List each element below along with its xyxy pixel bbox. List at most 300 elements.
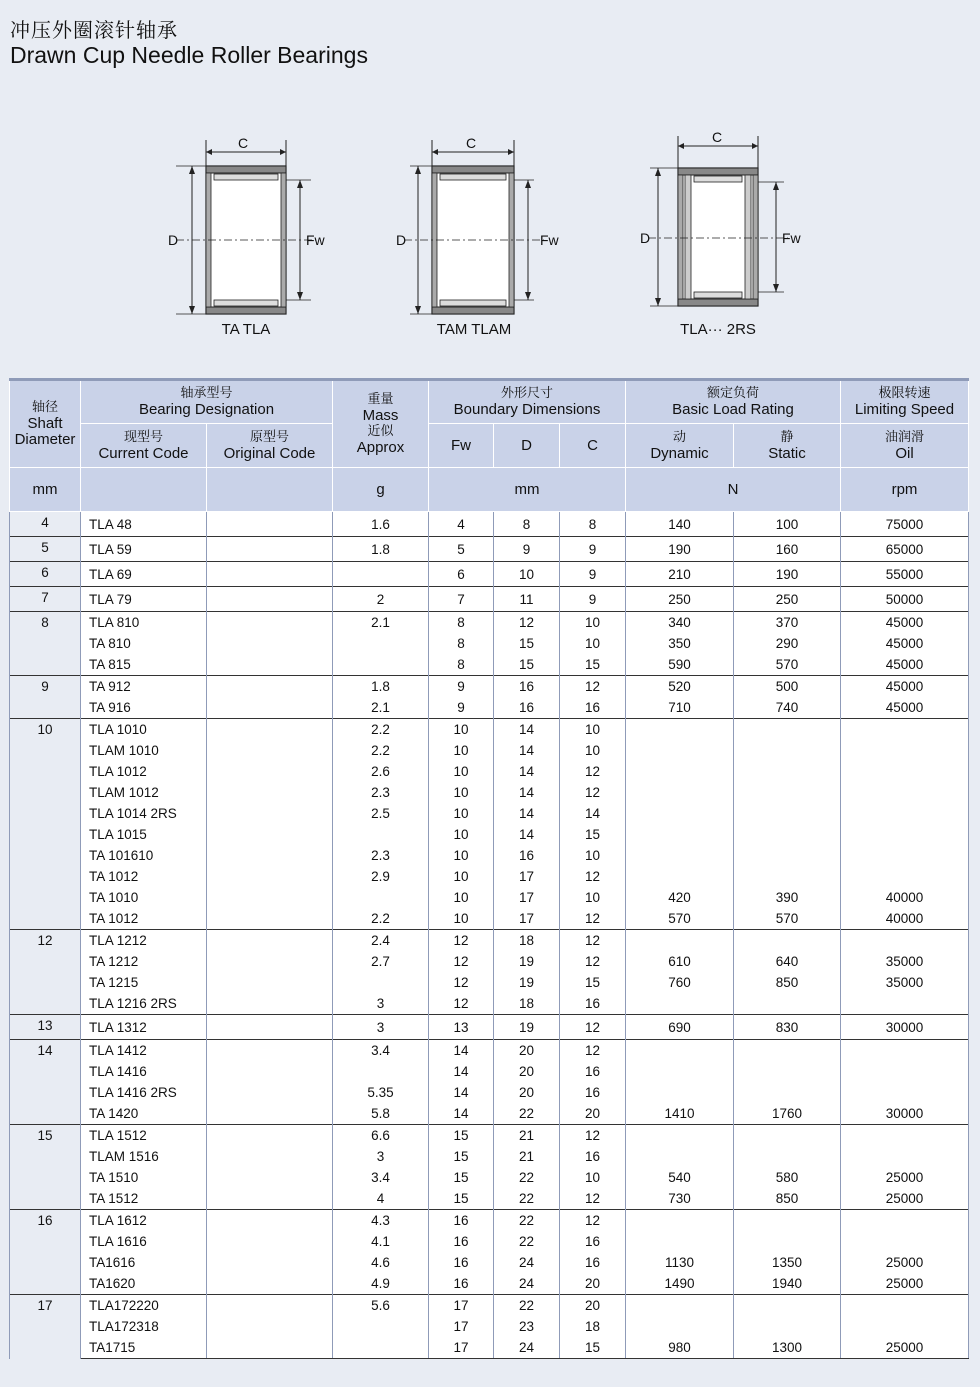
- table-row: [10, 1082, 969, 1103]
- cell-d: 17: [494, 866, 560, 887]
- cell-c: 12: [560, 951, 626, 972]
- cell-d: 22: [494, 1188, 560, 1210]
- cell-fw: 9: [429, 676, 494, 698]
- cell-static: [734, 1295, 841, 1317]
- dim-fw-label: Fw: [540, 232, 559, 248]
- cell-c: 12: [560, 1210, 626, 1232]
- cell-speed: 40000: [841, 887, 969, 908]
- cell-dynamic: [626, 782, 734, 803]
- cell-c: 16: [560, 697, 626, 719]
- cell-mass: 2.2: [333, 908, 429, 930]
- cell-original-code: [207, 1295, 333, 1317]
- cell-dynamic: 190: [626, 537, 734, 562]
- cell-c: 12: [560, 676, 626, 698]
- table-row: [10, 824, 969, 845]
- cell-c: 12: [560, 930, 626, 952]
- cell-c: 10: [560, 740, 626, 761]
- cell-shaft: 14: [10, 1040, 81, 1125]
- cell-original-code: [207, 612, 333, 634]
- cell-d: 18: [494, 993, 560, 1015]
- diagram-label: TA TLA: [221, 321, 271, 338]
- cell-c: 20: [560, 1295, 626, 1317]
- cell-static: 250: [734, 587, 841, 612]
- cell-dynamic: 1490: [626, 1273, 734, 1295]
- cell-mass: 1.8: [333, 537, 429, 562]
- cell-fw: 12: [429, 951, 494, 972]
- cell-mass: 5.8: [333, 1103, 429, 1125]
- cell-speed: [841, 1082, 969, 1103]
- cell-mass: 2.4: [333, 930, 429, 952]
- cell-speed: 25000: [841, 1167, 969, 1188]
- header-mass: 重量 Mass 近似 Approx: [333, 380, 429, 468]
- cell-c: 15: [560, 824, 626, 845]
- cell-dynamic: [626, 845, 734, 866]
- header-designation: 轴承型号 Bearing Designation: [81, 380, 333, 424]
- dim-c-label: C: [466, 135, 477, 151]
- cell-c: 9: [560, 537, 626, 562]
- cell-static: [734, 719, 841, 741]
- cell-speed: [841, 930, 969, 952]
- cell-d: 16: [494, 845, 560, 866]
- cell-d: 24: [494, 1252, 560, 1273]
- cell-speed: [841, 1040, 969, 1062]
- cell-speed: 30000: [841, 1103, 969, 1125]
- cell-shaft: 12: [10, 930, 81, 1015]
- cell-speed: [841, 824, 969, 845]
- cell-d: 22: [494, 1231, 560, 1252]
- cell-static: 100: [734, 512, 841, 537]
- cell-current-code: TA 1420: [81, 1103, 207, 1125]
- table-row: [10, 676, 969, 698]
- cell-speed: 45000: [841, 654, 969, 676]
- cell-fw: 8: [429, 612, 494, 634]
- table-row: [10, 993, 969, 1015]
- cell-mass: 2.3: [333, 845, 429, 866]
- cell-static: 1760: [734, 1103, 841, 1125]
- cell-dynamic: 590: [626, 654, 734, 676]
- cell-original-code: [207, 1040, 333, 1062]
- cell-speed: 35000: [841, 951, 969, 972]
- cell-static: [734, 866, 841, 887]
- cell-speed: 40000: [841, 908, 969, 930]
- table-header: [10, 380, 969, 512]
- cell-dynamic: 980: [626, 1337, 734, 1359]
- cell-static: 580: [734, 1167, 841, 1188]
- cell-fw: 10: [429, 866, 494, 887]
- cell-speed: 45000: [841, 676, 969, 698]
- cell-d: 14: [494, 740, 560, 761]
- cell-speed: 45000: [841, 612, 969, 634]
- cell-current-code: TLA 1416: [81, 1061, 207, 1082]
- cell-current-code: TA 1012: [81, 908, 207, 930]
- cell-mass: 6.6: [333, 1125, 429, 1147]
- cell-dynamic: 140: [626, 512, 734, 537]
- header-speed: 极限转速 Limiting Speed: [841, 380, 969, 424]
- cell-fw: 10: [429, 803, 494, 824]
- cell-d: 18: [494, 930, 560, 952]
- cell-dynamic: 1410: [626, 1103, 734, 1125]
- cell-c: 16: [560, 1082, 626, 1103]
- cell-dynamic: [626, 1082, 734, 1103]
- cell-fw: 17: [429, 1295, 494, 1317]
- cell-speed: 45000: [841, 633, 969, 654]
- cell-speed: [841, 993, 969, 1015]
- cell-c: 16: [560, 993, 626, 1015]
- cell-current-code: TLA 810: [81, 612, 207, 634]
- diagram-label: TAM TLAM: [436, 321, 512, 338]
- cell-static: 370: [734, 612, 841, 634]
- header-c: C: [560, 424, 626, 468]
- cell-fw: 7: [429, 587, 494, 612]
- dim-c-label: C: [238, 135, 249, 151]
- cell-static: 190: [734, 562, 841, 587]
- cell-original-code: [207, 740, 333, 761]
- cell-shaft: 15: [10, 1125, 81, 1210]
- table-row: [10, 930, 969, 952]
- cell-static: 850: [734, 972, 841, 993]
- table-row: [10, 1273, 969, 1295]
- cell-d: 22: [494, 1167, 560, 1188]
- cell-static: [734, 1146, 841, 1167]
- cell-fw: 16: [429, 1252, 494, 1273]
- cell-mass: [333, 633, 429, 654]
- cell-speed: [841, 719, 969, 741]
- cell-speed: 45000: [841, 697, 969, 719]
- header-original-code: 原型号 Original Code: [207, 424, 333, 468]
- cell-original-code: [207, 972, 333, 993]
- cell-mass: 2.1: [333, 697, 429, 719]
- cell-c: 12: [560, 1040, 626, 1062]
- table-row: [10, 1210, 969, 1232]
- cell-shaft: 17: [10, 1295, 81, 1359]
- cell-static: 390: [734, 887, 841, 908]
- cell-mass: 3: [333, 1146, 429, 1167]
- cell-dynamic: 1130: [626, 1252, 734, 1273]
- cell-mass: 5.35: [333, 1082, 429, 1103]
- cell-fw: 14: [429, 1040, 494, 1062]
- cell-current-code: TLAM 1012: [81, 782, 207, 803]
- cell-d: 17: [494, 887, 560, 908]
- cell-d: 14: [494, 719, 560, 741]
- cell-d: 16: [494, 676, 560, 698]
- cell-d: 22: [494, 1210, 560, 1232]
- cell-static: [734, 1061, 841, 1082]
- cell-fw: 14: [429, 1103, 494, 1125]
- cell-fw: 10: [429, 908, 494, 930]
- cell-mass: 2.5: [333, 803, 429, 824]
- cell-static: 640: [734, 951, 841, 972]
- cell-c: 12: [560, 782, 626, 803]
- cell-fw: 15: [429, 1125, 494, 1147]
- diagram-label: TLA··· 2RS: [680, 321, 756, 338]
- cell-mass: [333, 887, 429, 908]
- cell-c: 12: [560, 761, 626, 782]
- cell-d: 21: [494, 1125, 560, 1147]
- cell-c: 14: [560, 803, 626, 824]
- cell-static: 160: [734, 537, 841, 562]
- cell-d: 14: [494, 761, 560, 782]
- cell-d: 19: [494, 972, 560, 993]
- cell-dynamic: 710: [626, 697, 734, 719]
- cell-c: 10: [560, 887, 626, 908]
- cell-current-code: TLAM 1010: [81, 740, 207, 761]
- cell-original-code: [207, 1146, 333, 1167]
- cell-fw: 6: [429, 562, 494, 587]
- cell-mass: 4.1: [333, 1231, 429, 1252]
- cell-d: 24: [494, 1337, 560, 1359]
- header-fw: Fw: [429, 424, 494, 468]
- cell-speed: [841, 1146, 969, 1167]
- cell-d: 14: [494, 824, 560, 845]
- cell-static: 570: [734, 654, 841, 676]
- cell-dynamic: [626, 1295, 734, 1317]
- cell-current-code: TA 916: [81, 697, 207, 719]
- cell-dynamic: 570: [626, 908, 734, 930]
- bearing-section-drawing: [374, 128, 574, 328]
- cell-original-code: [207, 887, 333, 908]
- cell-d: 23: [494, 1316, 560, 1337]
- cell-speed: [841, 1316, 969, 1337]
- cell-d: 20: [494, 1040, 560, 1062]
- cell-static: [734, 1125, 841, 1147]
- cell-fw: 14: [429, 1061, 494, 1082]
- cell-mass: 1.6: [333, 512, 429, 537]
- cell-original-code: [207, 782, 333, 803]
- cell-d: 17: [494, 908, 560, 930]
- cell-c: 12: [560, 866, 626, 887]
- cell-mass: 2.3: [333, 782, 429, 803]
- cell-d: 10: [494, 562, 560, 587]
- cell-current-code: TLA 1015: [81, 824, 207, 845]
- cell-speed: 50000: [841, 587, 969, 612]
- cell-dynamic: [626, 803, 734, 824]
- cell-c: 10: [560, 845, 626, 866]
- cell-mass: 2.9: [333, 866, 429, 887]
- cell-shaft: 6: [10, 562, 81, 587]
- cell-current-code: TA1620: [81, 1273, 207, 1295]
- dim-d-label: D: [396, 232, 407, 248]
- header-current-code: 现型号 Current Code: [81, 424, 207, 468]
- cell-original-code: [207, 719, 333, 741]
- cell-dynamic: [626, 719, 734, 741]
- cell-fw: 15: [429, 1167, 494, 1188]
- cell-mass: 2.7: [333, 951, 429, 972]
- cell-d: 22: [494, 1103, 560, 1125]
- cell-c: 20: [560, 1273, 626, 1295]
- cell-dynamic: [626, 1316, 734, 1337]
- cell-original-code: [207, 1252, 333, 1273]
- cell-current-code: TLA 1512: [81, 1125, 207, 1147]
- cell-mass: 3: [333, 1015, 429, 1040]
- cell-original-code: [207, 1125, 333, 1147]
- cell-static: [734, 1082, 841, 1103]
- cell-d: 19: [494, 951, 560, 972]
- table-row: [10, 512, 969, 537]
- cell-fw: 10: [429, 740, 494, 761]
- cell-original-code: [207, 537, 333, 562]
- cell-static: [734, 803, 841, 824]
- table-row: [10, 654, 969, 676]
- cell-d: 9: [494, 537, 560, 562]
- cell-speed: 65000: [841, 537, 969, 562]
- diagram-tam-tlam: [374, 128, 574, 348]
- cell-mass: 2.1: [333, 612, 429, 634]
- cell-mass: [333, 1061, 429, 1082]
- cell-speed: 35000: [841, 972, 969, 993]
- cell-static: [734, 1316, 841, 1337]
- table-row: [10, 587, 969, 612]
- cell-d: 16: [494, 697, 560, 719]
- cell-speed: [841, 1125, 969, 1147]
- cell-fw: 10: [429, 782, 494, 803]
- cell-fw: 8: [429, 633, 494, 654]
- dim-d-label: D: [640, 230, 651, 246]
- table-row: [10, 951, 969, 972]
- table-row: [10, 1167, 969, 1188]
- cell-current-code: TLA 1216 2RS: [81, 993, 207, 1015]
- table-row: [10, 1103, 969, 1125]
- dim-d-label: D: [168, 232, 179, 248]
- cell-fw: 16: [429, 1273, 494, 1295]
- cell-static: 830: [734, 1015, 841, 1040]
- cell-original-code: [207, 1103, 333, 1125]
- cell-shaft: 5: [10, 537, 81, 562]
- cell-speed: [841, 1061, 969, 1082]
- cell-mass: 3.4: [333, 1167, 429, 1188]
- table-row: [10, 803, 969, 824]
- cell-dynamic: [626, 1061, 734, 1082]
- cell-static: [734, 740, 841, 761]
- cell-mass: [333, 1316, 429, 1337]
- table-row: [10, 1015, 969, 1040]
- cell-current-code: TA 1010: [81, 887, 207, 908]
- cell-current-code: TLA 69: [81, 562, 207, 587]
- cell-current-code: TA 810: [81, 633, 207, 654]
- cell-fw: 9: [429, 697, 494, 719]
- cell-original-code: [207, 697, 333, 719]
- cell-current-code: TLA 1416 2RS: [81, 1082, 207, 1103]
- cell-speed: 30000: [841, 1015, 969, 1040]
- cell-dynamic: 420: [626, 887, 734, 908]
- cell-d: 14: [494, 803, 560, 824]
- cell-static: [734, 782, 841, 803]
- cell-fw: 12: [429, 993, 494, 1015]
- cell-original-code: [207, 1337, 333, 1359]
- cell-c: 20: [560, 1103, 626, 1125]
- cell-mass: 4.3: [333, 1210, 429, 1232]
- cell-speed: 75000: [841, 512, 969, 537]
- cell-shaft: 7: [10, 587, 81, 612]
- cell-c: 10: [560, 1167, 626, 1188]
- cell-speed: [841, 866, 969, 887]
- cell-fw: 16: [429, 1210, 494, 1232]
- cell-speed: [841, 1231, 969, 1252]
- cell-current-code: TA1715: [81, 1337, 207, 1359]
- cell-current-code: TA 912: [81, 676, 207, 698]
- cell-c: 18: [560, 1316, 626, 1337]
- cell-mass: 3: [333, 993, 429, 1015]
- cell-original-code: [207, 1273, 333, 1295]
- cell-speed: [841, 782, 969, 803]
- cell-fw: 14: [429, 1082, 494, 1103]
- table-row: [10, 782, 969, 803]
- cell-current-code: TLA 1312: [81, 1015, 207, 1040]
- cell-dynamic: [626, 993, 734, 1015]
- cell-current-code: TLA 1616: [81, 1231, 207, 1252]
- cell-static: [734, 993, 841, 1015]
- cell-c: 9: [560, 587, 626, 612]
- cell-mass: 5.6: [333, 1295, 429, 1317]
- cell-static: [734, 824, 841, 845]
- cell-dynamic: [626, 1210, 734, 1232]
- cell-d: 14: [494, 782, 560, 803]
- cell-mass: 1.8: [333, 676, 429, 698]
- table-row: [10, 1061, 969, 1082]
- cell-c: 16: [560, 1252, 626, 1273]
- cell-shaft: 8: [10, 612, 81, 676]
- cell-static: [734, 1231, 841, 1252]
- table-row: [10, 1337, 969, 1359]
- unit-load: N: [626, 468, 841, 512]
- cell-c: 12: [560, 908, 626, 930]
- table-row: [10, 719, 969, 741]
- cell-c: 12: [560, 1125, 626, 1147]
- cell-dynamic: [626, 761, 734, 782]
- cell-original-code: [207, 866, 333, 887]
- cell-current-code: TLA 1012: [81, 761, 207, 782]
- table-row: [10, 1316, 969, 1337]
- cell-current-code: TA 101610: [81, 845, 207, 866]
- cell-dynamic: 540: [626, 1167, 734, 1188]
- cell-original-code: [207, 930, 333, 952]
- table-row: [10, 1188, 969, 1210]
- cell-c: 15: [560, 654, 626, 676]
- table-row: [10, 761, 969, 782]
- cell-c: 9: [560, 562, 626, 587]
- cell-fw: 4: [429, 512, 494, 537]
- cell-static: 570: [734, 908, 841, 930]
- cell-original-code: [207, 908, 333, 930]
- bearing-section-drawing: [146, 128, 346, 328]
- cell-original-code: [207, 512, 333, 537]
- cell-speed: [841, 740, 969, 761]
- table-row: [10, 1146, 969, 1167]
- cell-static: [734, 1040, 841, 1062]
- cell-current-code: TA 1215: [81, 972, 207, 993]
- cell-original-code: [207, 845, 333, 866]
- cell-dynamic: [626, 740, 734, 761]
- header-load: 额定负荷 Basic Load Rating: [626, 380, 841, 424]
- cell-dynamic: 730: [626, 1188, 734, 1210]
- cell-d: 24: [494, 1273, 560, 1295]
- table-row: [10, 697, 969, 719]
- cell-original-code: [207, 1082, 333, 1103]
- cell-current-code: TA 815: [81, 654, 207, 676]
- header-d: D: [494, 424, 560, 468]
- unit-blank: [207, 468, 333, 512]
- page-title: Drawn Cup Needle Roller Bearings: [10, 42, 368, 68]
- cell-fw: 15: [429, 1188, 494, 1210]
- cell-current-code: TLA 1412: [81, 1040, 207, 1062]
- table-row: [10, 1295, 969, 1317]
- cell-fw: 8: [429, 654, 494, 676]
- cell-d: 15: [494, 654, 560, 676]
- cell-d: 19: [494, 1015, 560, 1040]
- cell-c: 16: [560, 1146, 626, 1167]
- cell-mass: 4.9: [333, 1273, 429, 1295]
- cell-speed: 25000: [841, 1252, 969, 1273]
- cell-mass: [333, 824, 429, 845]
